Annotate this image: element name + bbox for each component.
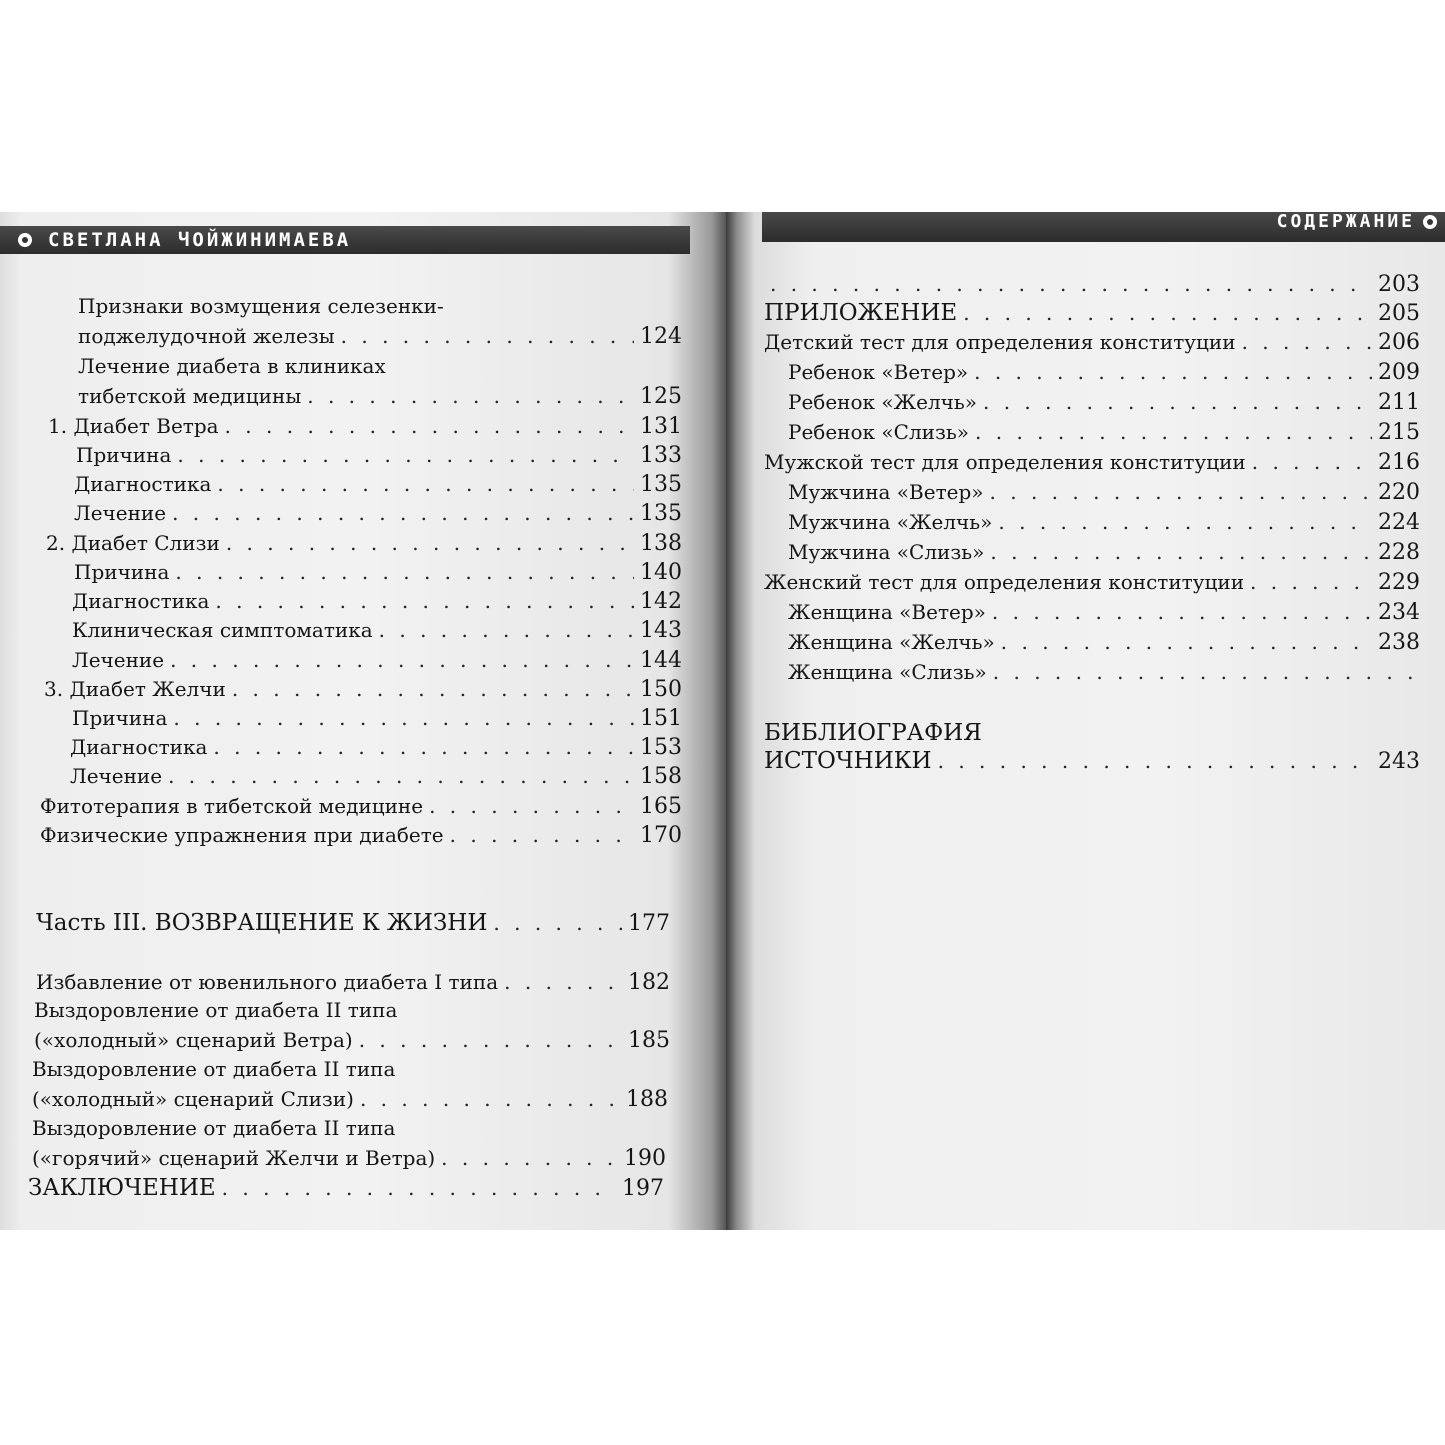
toc-entry: Ребенок «Слизь» . . . 215 bbox=[788, 420, 1420, 445]
left-running-header bbox=[0, 226, 690, 254]
toc-entry: Избавление от ювенильного диабета I типа . . . 182 bbox=[36, 970, 670, 995]
left-page bbox=[0, 212, 726, 1230]
toc-entry: Причина . . . 140 bbox=[74, 560, 682, 585]
page-number: 143 bbox=[640, 618, 682, 643]
page-number: 153 bbox=[640, 735, 682, 760]
toc-entry: Детский тест для определения конституции . . . 206 bbox=[764, 330, 1420, 355]
page-number: 177 bbox=[628, 911, 670, 936]
page-number: 224 bbox=[1378, 510, 1420, 535]
page-number: 142 bbox=[640, 589, 682, 614]
toc-entry: («горячий» сценарий Желчи и Ветра) . . . 190 bbox=[32, 1146, 666, 1171]
toc-entry: Ребенок «Ветер» . . . 209 bbox=[788, 360, 1420, 385]
contents-title: СОДЕРЖАНИЕ bbox=[1276, 212, 1415, 232]
page-number: 158 bbox=[640, 764, 682, 789]
page-number: 216 bbox=[1378, 450, 1420, 475]
page-number: 190 bbox=[624, 1146, 666, 1171]
right-page bbox=[726, 212, 1445, 1230]
toc-entry: 3. Диабет Желчи . . . 150 bbox=[44, 677, 682, 702]
page-number: 165 bbox=[640, 794, 682, 819]
toc-section-heading: БИБЛИОГРАФИЯ bbox=[764, 720, 982, 746]
toc-entry: Фитотерапия в тибетской медицине . . . 165 bbox=[40, 794, 682, 819]
toc-entry: Лечение . . . 158 bbox=[70, 764, 682, 789]
page-number: 188 bbox=[626, 1087, 668, 1112]
toc-entry: Женщина «Слизь» . . . bbox=[788, 660, 1420, 684]
toc-entry: («холодный» сценарий Слизи) . . . 188 bbox=[32, 1087, 668, 1112]
toc-entry: Мужской тест для определения конституции . . . 216 bbox=[764, 450, 1420, 475]
page-number: 234 bbox=[1378, 600, 1420, 625]
author-name: СВЕТЛАНА ЧОЙЖИНИМАЕВА bbox=[48, 229, 352, 251]
toc-entry: Мужчина «Слизь» . . . 228 bbox=[788, 540, 1420, 565]
toc-entry: ЗАКЛЮЧЕНИЕ . . . 197 bbox=[28, 1175, 664, 1201]
page-number: 131 bbox=[640, 414, 682, 439]
toc-entry: Женский тест для определения конституции . . . 229 bbox=[764, 570, 1420, 595]
toc-entry: Причина . . . 133 bbox=[76, 443, 682, 468]
page-number: 215 bbox=[1378, 420, 1420, 445]
toc-section-heading: ИСТОЧНИКИ . . . 243 bbox=[764, 748, 1420, 774]
page-number: 124 bbox=[640, 324, 682, 349]
page-number: 135 bbox=[640, 472, 682, 497]
page-number: 197 bbox=[622, 1176, 664, 1201]
toc-entry: Ребенок «Желчь» . . . 211 bbox=[788, 390, 1420, 415]
toc-entry: Диагностика . . . 135 bbox=[74, 472, 682, 497]
toc-entry: Выздоровление от диабета II типа bbox=[34, 998, 398, 1022]
book-spread bbox=[0, 212, 1445, 1230]
toc-entry: Лечение . . . 135 bbox=[74, 501, 682, 526]
page-number: 138 bbox=[640, 531, 682, 556]
toc-entry: Клиническая симптоматика . . . 143 bbox=[72, 618, 682, 643]
page-number: 151 bbox=[640, 706, 682, 731]
toc-part-heading: Часть III. ВОЗВРАЩЕНИЕ К ЖИЗНИ . . . 177 bbox=[36, 910, 670, 936]
page-number: 229 bbox=[1378, 570, 1420, 595]
page-number: 135 bbox=[640, 501, 682, 526]
page-number: 209 bbox=[1378, 360, 1420, 385]
page-number: 211 bbox=[1378, 390, 1420, 415]
bullet-circle-icon bbox=[18, 233, 32, 247]
toc-entry: ПРИЛОЖЕНИЕ . . . 205 bbox=[764, 300, 1420, 326]
toc-entry: Физические упражнения при диабете . . . 170 bbox=[40, 823, 682, 848]
toc-entry: Лечение . . . 144 bbox=[72, 648, 682, 673]
page-number: 185 bbox=[628, 1028, 670, 1053]
page-number: 238 bbox=[1378, 630, 1420, 655]
toc-entry: Признаки возмущения селезенки- bbox=[78, 294, 444, 318]
bullet-circle-icon bbox=[1423, 215, 1437, 229]
page-number: 228 bbox=[1378, 540, 1420, 565]
right-running-header bbox=[762, 212, 1445, 242]
toc-entry: Выздоровление от диабета II типа bbox=[32, 1116, 396, 1140]
page-number: 182 bbox=[628, 970, 670, 995]
page-number: 144 bbox=[640, 648, 682, 673]
toc-entry bbox=[764, 272, 1420, 297]
toc-entry: Мужчина «Желчь» . . . 224 bbox=[788, 510, 1420, 535]
page-number: 205 bbox=[1378, 301, 1420, 326]
toc-entry: Диагностика . . . 142 bbox=[72, 589, 682, 614]
toc-entry: 2. Диабет Слизи . . . 138 bbox=[46, 531, 682, 556]
page-number: 125 bbox=[640, 384, 682, 409]
toc-entry: Выздоровление от диабета II типа bbox=[32, 1057, 396, 1081]
page-number: 203 bbox=[1378, 272, 1420, 297]
toc-entry: тибетской медицины . . . 125 bbox=[78, 384, 682, 409]
toc-entry: Мужчина «Ветер» . . . 220 bbox=[788, 480, 1420, 505]
page-number: 133 bbox=[640, 443, 682, 468]
toc-entry: поджелудочной железы . . . 124 bbox=[78, 324, 682, 349]
page-number: 140 bbox=[640, 560, 682, 585]
toc-entry: Причина . . . 151 bbox=[72, 706, 682, 731]
toc-entry: Лечение диабета в клиниках bbox=[78, 354, 386, 378]
toc-entry: Женщина «Желчь» . . . 238 bbox=[788, 630, 1420, 655]
page-number: 206 bbox=[1378, 330, 1420, 355]
toc-entry: Диагностика . . . 153 bbox=[70, 735, 682, 760]
page-number: 220 bbox=[1378, 480, 1420, 505]
toc-entry: Женщина «Ветер» . . . 234 bbox=[788, 600, 1420, 625]
toc-entry: 1. Диабет Ветра . . . 131 bbox=[48, 414, 682, 439]
page-number: 243 bbox=[1378, 749, 1420, 774]
page-number: 150 bbox=[640, 677, 682, 702]
toc-entry: («холодный» сценарий Ветра) . . . 185 bbox=[34, 1028, 670, 1053]
page-number: 170 bbox=[640, 823, 682, 848]
